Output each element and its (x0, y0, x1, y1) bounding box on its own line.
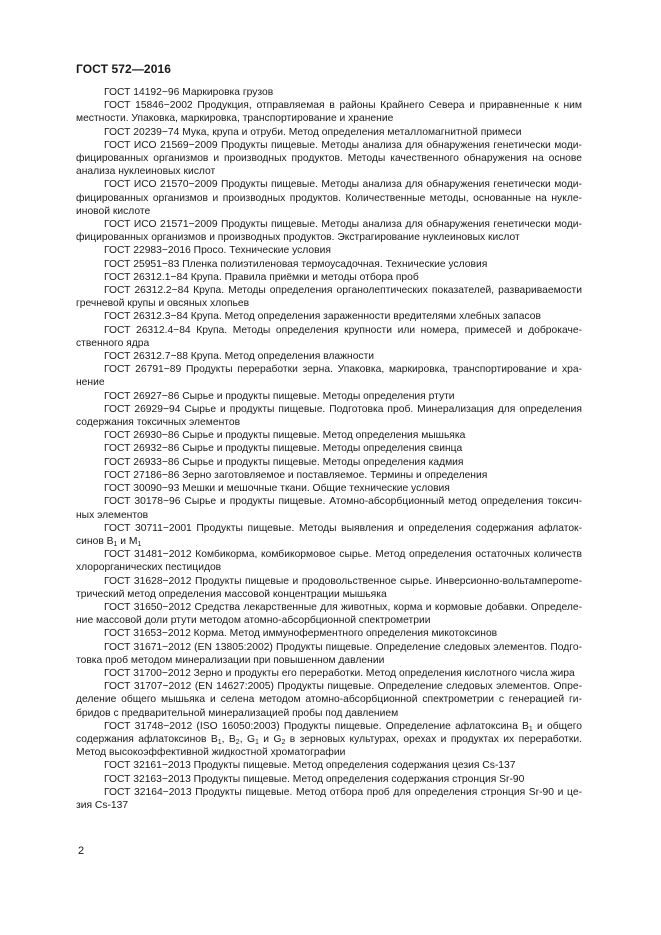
entry-text: и общего содержания афлатоксинов В (76, 720, 582, 745)
entry-text: ГОСТ 26932−86 Сырье и продукты пищевые. Методы определения свинца (104, 443, 463, 455)
entry-text: ГОСТ 26312.3−84 Крупа. Метод определения зараженности вредителями хлебных запасов (104, 311, 541, 323)
reference-entry (76, 786, 582, 812)
entry-text: ГОСТ 31707−2012 (EN 14627:2005) Продукты пищевые. Определение следовых элементов. Опре-деление общего мышьяка и селена методом атомно-абсорбционной спектрометрии с генерацией ги-бридов с предварительной минерализацией пробы под давлением (76, 681, 582, 719)
reference-entry (76, 363, 582, 389)
entry-text: ГОСТ 31650−2012 Средства лекарственные для животных, корма и кормовые добавки. Определе-ние массовой доли ртути методом атомно-абсорбционной спектрометрии (76, 601, 582, 627)
entry-text: ГОСТ 26312.7−88 Крупа. Метод определения влажности (104, 351, 375, 363)
reference-entry (76, 403, 582, 429)
reference-entry (76, 495, 582, 521)
entry-text: ГОСТ 31628−2012 Продукты пищевые и продовольственное сырье. Инверсионно-вольтамперome-трический метод определения массовой концентрации мышьяка (76, 575, 582, 600)
entry-text: ГОСТ 26929−94 Сырье и продукты пищевые. Подготовка проб. Минерализация для определения содержания токсичных элементов (76, 403, 582, 429)
reference-entry (76, 284, 582, 310)
reference-entry (76, 99, 582, 125)
reference-entry (76, 271, 582, 284)
reference-entry (76, 601, 582, 627)
reference-entry (76, 641, 582, 667)
reference-entry (76, 178, 582, 218)
subscript: 1 (137, 540, 142, 548)
reference-entry (76, 627, 582, 640)
entry-text: , G (239, 733, 255, 745)
entry-text: ГОСТ ИСО 21570−2009 Продукты пищевые. Методы анализа для обнаружения генетически моди-фицированных организмов и производных продуктов. Количественные методы, основанные на нукле-иновой кислоте (76, 179, 582, 217)
entry-text: ГОСТ ИСО 21569−2009 Продукты пищевые. Методы анализа для обнаружения генетически моди-фицированных организмов и производных продуктов. Методы качественного обнаружения на основе анализа нуклеиновых кислот (76, 139, 582, 178)
entry-text: ГОСТ 31481−2012 Комбикорма, комбикормовое сырье. Метод определения остаточных количеств хлорорганических пестицидов (76, 549, 582, 574)
reference-entry (76, 680, 582, 720)
reference-entry (76, 575, 582, 601)
entry-text: ГОСТ 26312.2−84 Крупа. Методы определения органолептических показателей, развариваемости гречневой крупы и овсяных хлопьев (76, 285, 582, 310)
reference-entry (76, 218, 582, 244)
reference-entry (76, 720, 582, 760)
entry-text: ГОСТ 32164−2013 Продукты пищевые. Метод отбора проб для определения стронция Sr-90 и це-зия Cs-137 (76, 786, 582, 811)
entry-text: ГОСТ 26927−86 Сырье и продукты пищевые. Методы определения ртути (104, 390, 455, 402)
entry-text: ГОСТ 14192−96 Маркировка грузов (104, 87, 274, 98)
entry-text: ГОСТ 26933−86 Сырье и продукты пищевые. Методы определения кадмия (104, 456, 464, 468)
entry-text: ГОСТ 26930−86 Сырье и продукты пищевые. Метод определения мышьяка (104, 430, 466, 442)
entry-text: ГОСТ 27186−86 Зерно заготовляемое и поставляемое. Термины и определения (104, 469, 488, 481)
reference-entry (76, 759, 582, 772)
subscript: 1 (528, 725, 533, 733)
reference-entry (76, 126, 582, 139)
entry-text: ГОСТ 31671−2012 (EN 13805:2002) Продукты пищевые. Определение следовых элементов. Подго-товка проб методом минерализации при повышенном давлении (76, 641, 582, 666)
reference-entry (76, 548, 582, 574)
reference-entry (76, 482, 582, 495)
entry-text: ГОСТ ИСО 21571−2009 Продукты пищевые. Методы анализа для обнаружения генетически моди-фицированных организмов и производных продуктов. Экстрагирование нуклеиновых кислот (76, 219, 582, 244)
entry-text: ГОСТ 20239−74 Мука, крупа и отруби. Метод определения металломагнитной примеси (104, 126, 522, 138)
entry-text: ГОСТ 30178−96 Сырье и продукты пищевые. Атомно-абсорбционный метод определения токсич-ных элементов (76, 496, 582, 521)
entry-text: , В (221, 733, 236, 745)
entry-text: ГОСТ 26312.1−84 Крупа. Правила приёмки и методы отбора проб (104, 271, 419, 283)
reference-entry (76, 139, 582, 179)
subscript: 1 (217, 738, 222, 746)
entry-text: ГОСТ 32161−2013 Продукты пищевые. Метод определения содержания цезия Cs-137 (104, 760, 516, 772)
subscript: 1 (254, 738, 259, 746)
normative-references-list (76, 86, 582, 812)
entry-text: ГОСТ 22983−2016 Просо. Технические условия (104, 245, 331, 257)
entry-text: ГОСТ 31700−2012 Зерно и продукты его переработки. Метод определения кислотного числа жира (104, 667, 575, 679)
reference-entry (76, 86, 582, 99)
entry-text: и М (117, 535, 138, 547)
reference-entry (76, 469, 582, 482)
entry-text: ГОСТ 31748−2012 (ISO 16050:2003) Продукты пищевые. Определение афлатоксина В (104, 720, 529, 732)
reference-entry (76, 522, 582, 548)
reference-entry (76, 442, 582, 455)
subscript: 2 (281, 738, 286, 746)
entry-text: ГОСТ 26312.4−84 Крупа. Методы определения крупности или номера, примесей и доброкаче-ственного ядра (76, 324, 582, 349)
reference-entry (76, 310, 582, 323)
reference-entry (76, 258, 582, 271)
reference-entry (76, 390, 582, 403)
subscript: 1 (113, 540, 118, 548)
entry-text: ГОСТ 30711−2001 Продукты пищевые. Методы выявления и определения содержания афлаток-синов В (76, 522, 582, 547)
reference-entry (76, 456, 582, 469)
subscript: 2 (235, 738, 240, 746)
entry-text: ГОСТ 30090−93 Мешки и мешочные ткани. Общие технические условия (104, 483, 450, 495)
entry-text: ГОСТ 15846−2002 Продукция, отправляемая в районы Крайнего Севера и приравненные к ним местности. Упаковка, маркировка, транспортирование и хранение (76, 100, 582, 125)
reference-entry (76, 667, 582, 680)
reference-entry (76, 324, 582, 350)
entry-text: в зерновых культурах, орехах и продуктах их переработки. Метод высокоэффективной жидкостной хроматографии (76, 733, 583, 759)
document-header: ГОСТ 572—2016 (76, 62, 172, 76)
entry-text: ГОСТ 31653−2012 Корма. Метод иммуноферментного определения микотоксинов (104, 628, 498, 640)
entry-text: ГОСТ 32163−2013 Продукты пищевые. Метод определения содержания стронция Sr-90 (104, 773, 525, 785)
reference-entry (76, 773, 582, 786)
entry-text: и G (258, 733, 282, 745)
reference-entry (76, 244, 582, 257)
reference-entry (76, 350, 582, 363)
entry-text: ГОСТ 26791−89 Продукты переработки зерна. Упаковка, маркировка, транспортирование и хра-нение (76, 364, 582, 389)
entry-text: ГОСТ 25951−83 Пленка полиэтиленовая термоусадочная. Технические условия (104, 258, 488, 270)
page-number: 2 (78, 845, 85, 857)
reference-entry (76, 429, 582, 442)
